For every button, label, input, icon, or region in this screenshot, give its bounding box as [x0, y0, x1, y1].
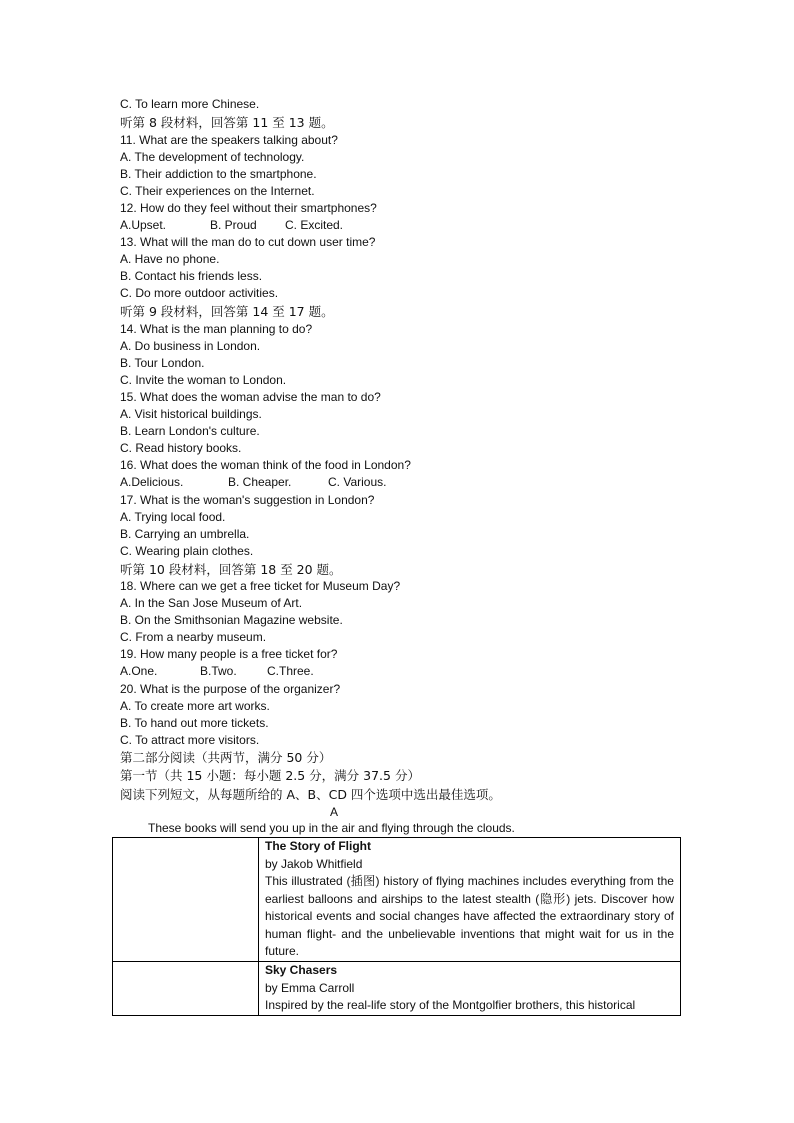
question-line: 13. What will the man do to cut down user time? — [120, 235, 376, 249]
question-line: 12. How do they feel without their smartphones? — [120, 201, 377, 215]
book-info-cell — [259, 838, 681, 962]
answer-option: C. Excited. — [285, 218, 344, 232]
book-title: The Story of Flight — [265, 839, 371, 853]
answer-option: C. Various. — [328, 475, 387, 489]
question-line: A. Do business in London. — [120, 339, 261, 353]
question-line: 17. What is the woman's suggestion in London? — [120, 493, 375, 507]
question-line: 19. How many people is a free ticket for? — [120, 647, 338, 661]
book-row — [113, 962, 681, 1016]
question-line: A. The development of technology. — [120, 150, 305, 164]
question-line: C. To learn more Chinese. — [120, 97, 260, 111]
section-heading: 第一节（共 15 小题：每小题 2.5 分，满分 37.5 分） — [120, 768, 420, 783]
passage-intro: These books will send you up in the air and flying through the clouds. — [148, 821, 515, 835]
section-heading: 第二部分阅读（共两节，满分 50 分） — [120, 750, 332, 765]
question-line: 11. What are the speakers talking about? — [120, 133, 338, 147]
question-line: C. Invite the woman to London. — [120, 373, 287, 387]
answer-option: B. Proud — [210, 218, 257, 232]
question-line: A. To create more art works. — [120, 699, 270, 713]
question-line: B. Carrying an umbrella. — [120, 527, 250, 541]
answer-option: A.One. — [120, 664, 158, 678]
question-line: C. To attract more visitors. — [120, 733, 260, 747]
answer-options-row — [120, 217, 343, 234]
book-title: Sky Chasers — [265, 963, 338, 977]
section-heading: 听第 10 段材料，回答第 18 至 20 题。 — [120, 562, 342, 577]
answer-option: C.Three. — [267, 664, 314, 678]
question-line: B. Their addiction to the smartphone. — [120, 167, 317, 181]
section-heading: 听第 9 段材料，回答第 14 至 17 题。 — [120, 304, 334, 319]
book-info-cell — [259, 962, 681, 1016]
book-description: Inspired by the real-life story of the Montgolfier brothers, this historical — [265, 998, 636, 1012]
answer-option: B. Cheaper. — [228, 475, 292, 489]
book-image-cell — [113, 962, 259, 1016]
question-line: 20. What is the purpose of the organizer? — [120, 682, 341, 696]
book-row — [113, 838, 681, 962]
answer-option: A.Upset. — [120, 218, 167, 232]
question-line: 14. What is the man planning to do? — [120, 322, 313, 336]
book-description: This illustrated (插图) history of flying machines includes everything from the earliest balloons and airships to the latest stealth (隐形) jets. Discover how historical events and social changes have affected the extraordinary story of human flight- and the unbelievable inventions that might wait for us in the future. — [265, 874, 674, 958]
question-line: A. Visit historical buildings. — [120, 407, 262, 421]
question-line: B. Tour London. — [120, 356, 205, 370]
books-table — [112, 837, 681, 1016]
question-line: C. From a nearby museum. — [120, 630, 267, 644]
question-line: B. Learn London's culture. — [120, 424, 260, 438]
question-line: B. Contact his friends less. — [120, 269, 263, 283]
answer-options-row — [120, 663, 314, 680]
question-line: B. On the Smithsonian Magazine website. — [120, 613, 343, 627]
answer-option: B.Two. — [200, 664, 237, 678]
answer-options-row — [120, 474, 386, 491]
question-line: C. Read history books. — [120, 441, 242, 455]
question-line: A. Have no phone. — [120, 252, 220, 266]
book-author: by Jakob Whitfield — [265, 856, 363, 871]
question-line: C. Wearing plain clothes. — [120, 544, 254, 558]
answer-option: A.Delicious. — [120, 475, 184, 489]
question-line: C. Do more outdoor activities. — [120, 286, 279, 300]
question-line: C. Their experiences on the Internet. — [120, 184, 315, 198]
question-line: 16. What does the woman think of the food in London? — [120, 458, 411, 472]
question-line: 18. Where can we get a free ticket for Museum Day? — [120, 579, 401, 593]
section-letter: A — [329, 805, 338, 819]
section-heading: 阅读下列短文，从每题所给的 A、B、CD 四个选项中选出最佳选项。 — [120, 787, 501, 802]
question-line: 15. What does the woman advise the man to do? — [120, 390, 381, 404]
question-line: A. In the San Jose Museum of Art. — [120, 596, 303, 610]
book-author: by Emma Carroll — [265, 980, 355, 995]
question-line: B. To hand out more tickets. — [120, 716, 269, 730]
book-image-cell — [113, 838, 259, 962]
question-line: A. Trying local food. — [120, 510, 226, 524]
section-heading: 听第 8 段材料，回答第 11 至 13 题。 — [120, 115, 334, 130]
